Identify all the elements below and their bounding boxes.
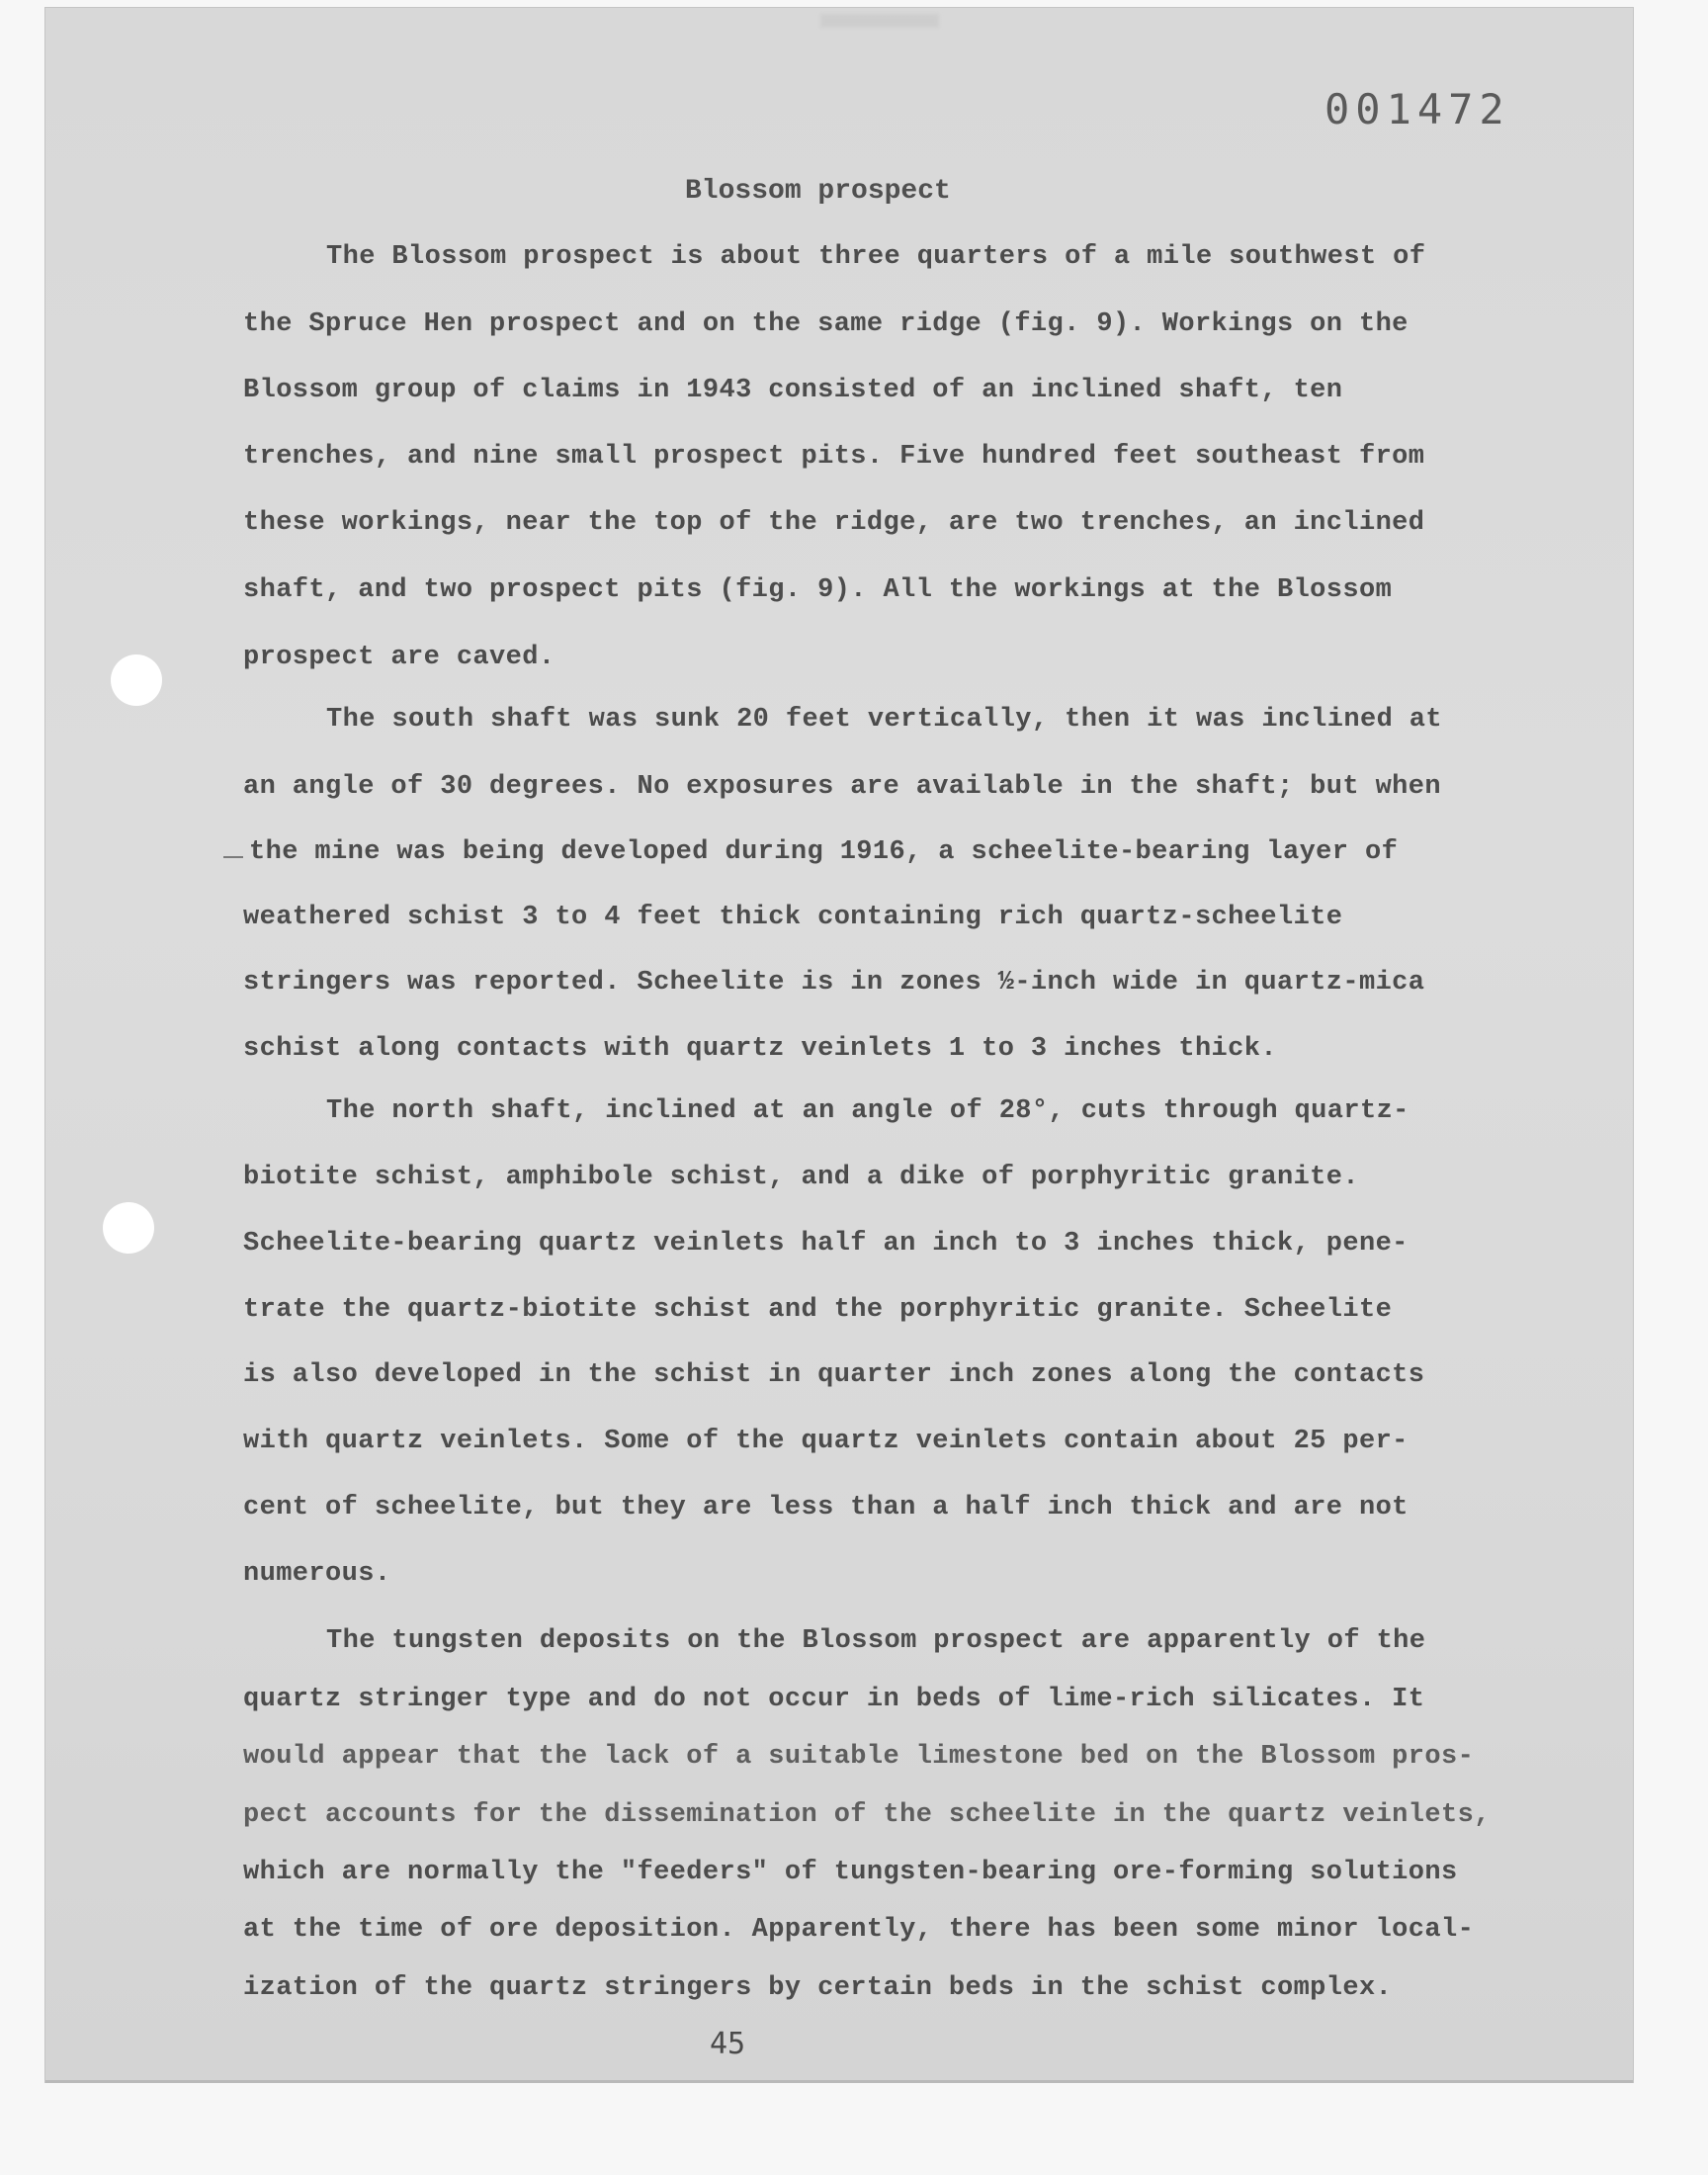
top-smudge [820, 14, 939, 28]
paragraph-1-line-6: shaft, and two prospect pits (fig. 9). All the workings at the Blossom [243, 575, 1393, 605]
paragraph-1-line-3: Blossom group of claims in 1943 consisted of an inclined shaft, ten [243, 376, 1343, 405]
paragraph-4-line-7: ization of the quartz stringers by certain beds in the schist complex. [243, 1973, 1393, 2003]
paragraph-1-line-5: these workings, near the top of the ridge, are two trenches, an inclined [243, 508, 1425, 538]
paragraph-3-line-3: Scheelite-bearing quartz veinlets half an inch to 3 inches thick, pene- [243, 1229, 1409, 1259]
punch-hole-top [111, 654, 162, 706]
paragraph-2-line-4: weathered schist 3 to 4 feet thick containing rich quartz-scheelite [243, 903, 1343, 932]
paragraph-4-line-3: would appear that the lack of a suitable limestone bed on the Blossom pros- [243, 1742, 1475, 1772]
document-number: 001472 [1324, 85, 1510, 133]
paragraph-3-line-7: cent of scheelite, but they are less than a half inch thick and are not [243, 1493, 1409, 1522]
page-number: 45 [710, 2027, 746, 2061]
sheet-bottom-edge [45, 2080, 1633, 2083]
paragraph-4-line-1: The tungsten deposits on the Blossom prospect are apparently of the [326, 1626, 1426, 1656]
paragraph-4-line-4: pect accounts for the dissemination of the scheelite in the quartz veinlets, [243, 1800, 1491, 1830]
paragraph-4-line-5: which are normally the "feeders" of tungsten-bearing ore-forming solutions [243, 1858, 1458, 1887]
paragraph-2-line-3: the mine was being developed during 1916, a scheelite-bearing layer of [249, 837, 1399, 867]
paragraph-2-line-6: schist along contacts with quartz veinlets 1 to 3 inches thick. [243, 1034, 1277, 1064]
paragraph-1-line-4: trenches, and nine small prospect pits. Five hundred feet southeast from [243, 442, 1425, 472]
paragraph-3-line-8: numerous. [243, 1559, 391, 1589]
paragraph-2-line-5: stringers was reported. Scheelite is in zones ½-inch wide in quartz-mica [243, 968, 1425, 998]
paragraph-3-line-4: trate the quartz-biotite schist and the porphyritic granite. Scheelite [243, 1295, 1393, 1325]
paragraph-1-line-1: The Blossom prospect is about three quarters of a mile southwest of [326, 242, 1426, 272]
margin-tick-mark [223, 856, 243, 858]
paragraph-2-line-1: The south shaft was sunk 20 feet vertically, then it was inclined at [326, 705, 1442, 735]
paragraph-4-line-6: at the time of ore deposition. Apparently, there has been some minor local- [243, 1915, 1475, 1945]
paragraph-1-line-7: prospect are caved. [243, 643, 555, 672]
page-title: Blossom prospect [685, 176, 951, 207]
paragraph-1-line-2: the Spruce Hen prospect and on the same ridge (fig. 9). Workings on the [243, 309, 1409, 339]
paragraph-3-line-5: is also developed in the schist in quarter inch zones along the contacts [243, 1360, 1425, 1390]
paragraph-2-line-2: an angle of 30 degrees. No exposures are available in the shaft; but when [243, 772, 1441, 802]
paragraph-4-line-2: quartz stringer type and do not occur in beds of lime-rich silicates. It [243, 1685, 1425, 1714]
paragraph-3-line-2: biotite schist, amphibole schist, and a dike of porphyritic granite. [243, 1163, 1359, 1192]
paragraph-3-line-1: The north shaft, inclined at an angle of 28°, cuts through quartz- [326, 1096, 1409, 1126]
punch-hole-bottom [103, 1202, 154, 1254]
paragraph-3-line-6: with quartz veinlets. Some of the quartz veinlets contain about 25 per- [243, 1427, 1409, 1456]
